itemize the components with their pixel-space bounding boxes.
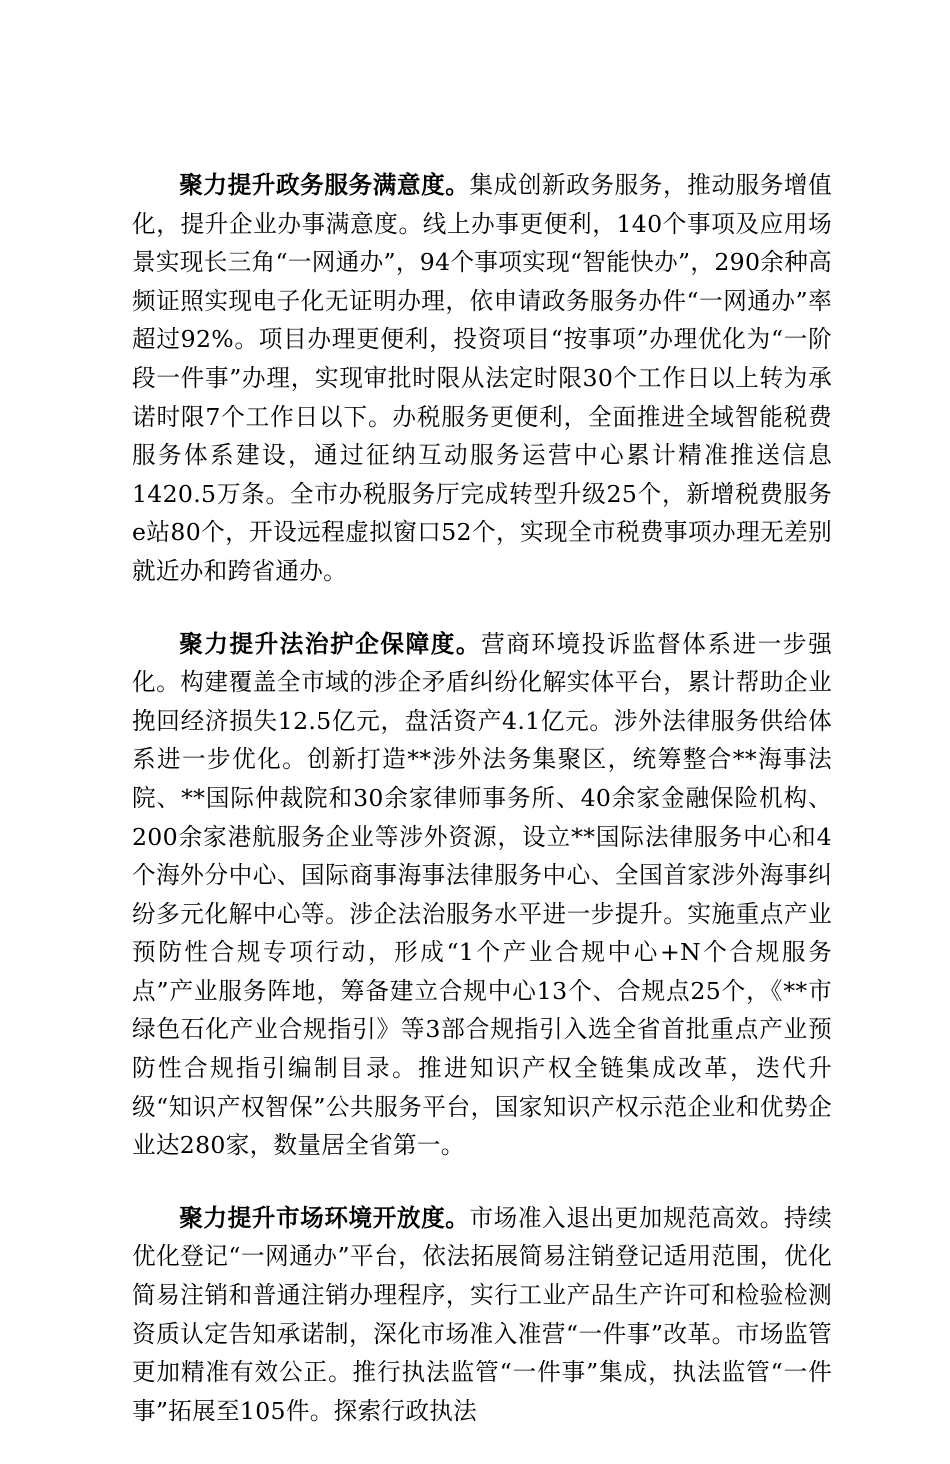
paragraph-body: 营商环境投诉监督体系进一步强化。构建覆盖全市域的涉企矛盾纠纷化解实体平台，累计帮助企业挽回经济损失12.5亿元，盘活资产4.1亿元。涉外法律服务供给体系进一步优化。创新打造**涉外法务集聚区，统筹整合**海事法院、**国际仲裁院和30余家律师事务所、40余家金融保险机构、200余家港航服务企业等涉外资源，设立**国际法律服务中心和4个海外分中心、国际商事海事法律服务中心、全国首家涉外海事纠纷多元化解中心等。涉企法治服务水平进一步提升。实施重点产业预防性合规专项行动，形成“1个产业合规中心+N个合规服务点”产业服务阵地，筹备建立合规中心13个、合规点25个，《**市绿色石化产业合规指引》等3部合规指引入选全省首批重点产业预防性合规指引编制目录。推进知识产权全链集成改革，迭代升级“知识产权智保”公共服务平台，国家知识产权示范企业和优势企业达280家，数量居全省第一。 [132, 629, 832, 1160]
document-page [132, 166, 832, 1464]
paragraph-body: 集成创新政务服务，推动服务增值化，提升企业办事满意度。线上办事更便利，140个事项及应用场景实现长三角“一网通办”，94个事项实现“智能快办”，290余种高频证照实现电子化无证明办理，依申请政务服务办件“一网通办”率超过92%。项目办理更便利，投资项目“按事项”办理优化为“一阶段一件事”办理，实现审批时限从法定时限30个工作日以上转为承诺时限7个工作日以下。办税服务更便利，全面推进全域智能税费服务体系建设，通过征纳互动服务运营中心累计精准推送信息1420.5万条。全市办税服务厅完成转型升级25个，新增税费服务e站80个，开设远程虚拟窗口52个，实现全市税费事项办理无差别就近办和跨省通办。 [132, 171, 832, 585]
paragraph-rule-of-law [132, 625, 832, 1165]
paragraph-heading: 聚力提升政务服务满意度。 [179, 171, 470, 199]
paragraph-heading: 聚力提升法治护企保障度。 [179, 629, 482, 658]
paragraph-market-openness [132, 1199, 832, 1431]
paragraph-government-services [132, 166, 832, 591]
paragraph-heading: 聚力提升市场环境开放度。 [179, 1203, 470, 1232]
paragraph-body: 市场准入退出更加规范高效。持续优化登记“一网通办”平台，依法拓展简易注销登记适用范围，优化简易注销和普通注销办理程序，实行工业产品生产许可和检验检测资质认定告知承诺制，深化市场准入准营“一件事”改革。市场监管更加精准有效公正。推行执法监管“一件事”集成，执法监管“一件事”拓展至105件。探索行政执法 [132, 1203, 832, 1425]
